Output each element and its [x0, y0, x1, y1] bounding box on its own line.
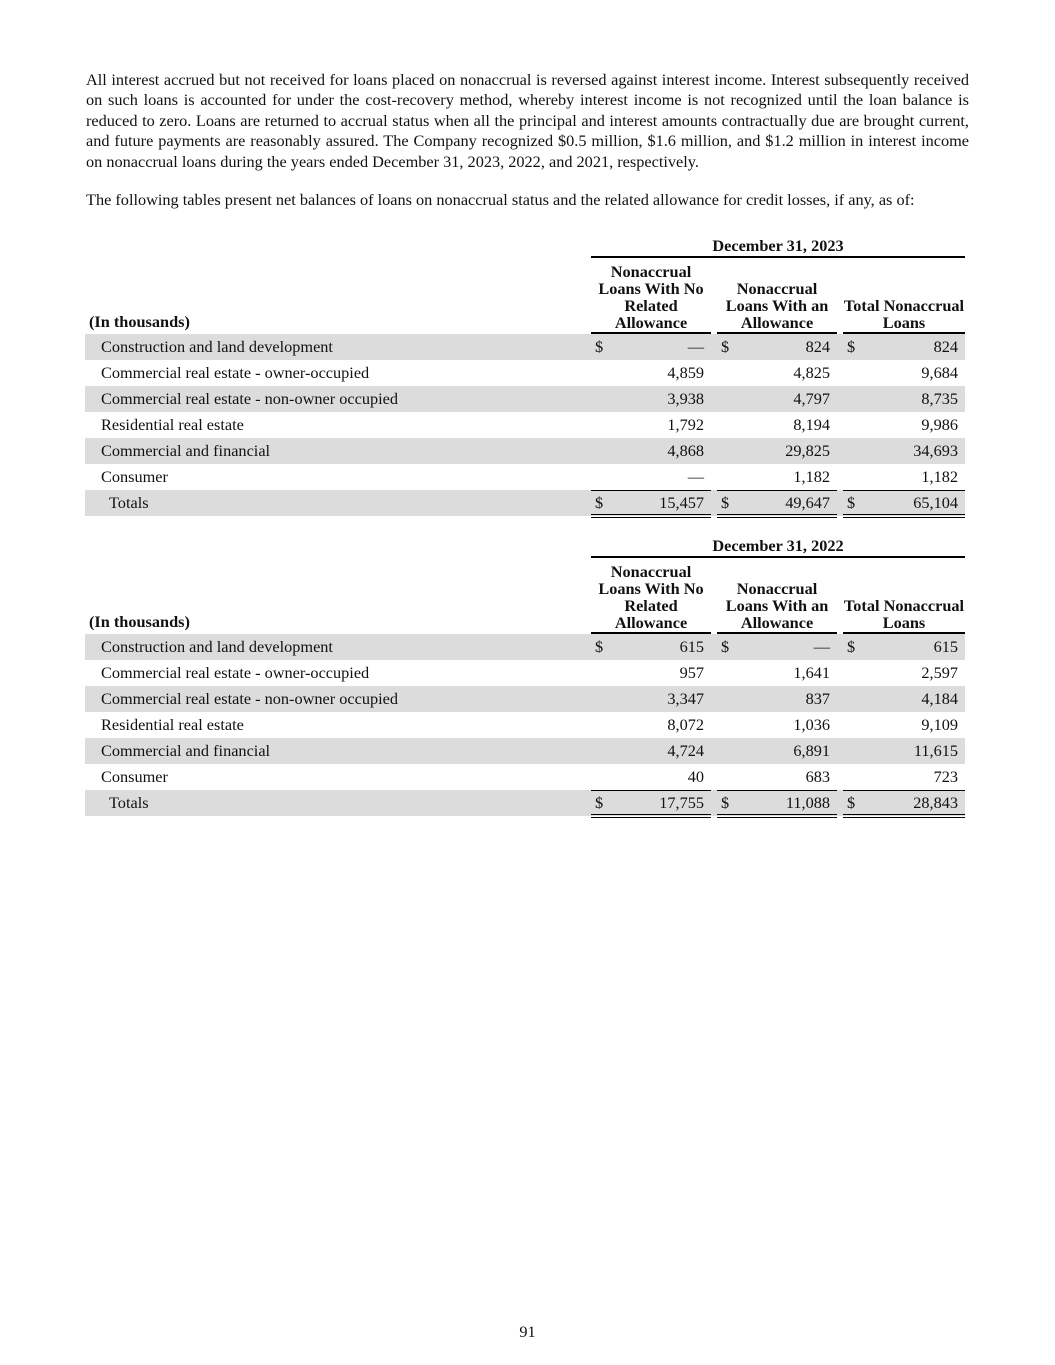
column-header: Total Nonaccrual Loans [843, 296, 965, 332]
cell-value: 683 [805, 767, 830, 786]
currency-symbol: $ [847, 793, 856, 812]
cell-value: 4,859 [667, 363, 704, 382]
value-cell [717, 464, 837, 490]
nonaccrual-table-2022 [85, 536, 965, 816]
table-row [85, 386, 965, 412]
units-label: (In thousands) [89, 312, 190, 331]
cell-value: 4,868 [667, 441, 704, 460]
tables-intro-paragraph: The following tables present net balances of loans on nonaccrual status and the related allowance for credit losses, if any, as of: [86, 190, 915, 209]
value-cell [717, 334, 837, 360]
row-label: Commercial real estate - owner-occupied [101, 663, 370, 682]
page-number: 91 [519, 1322, 536, 1341]
cell-value: 1,182 [793, 467, 830, 486]
total-value: 65,104 [913, 493, 958, 512]
currency-symbol: $ [721, 337, 730, 356]
value-cell [717, 686, 837, 712]
row-label: Commercial and financial [101, 741, 271, 760]
column-header: Nonaccrual Loans With No Related Allowance [591, 563, 711, 634]
cell-value: 4,825 [793, 363, 830, 382]
table-row [85, 464, 965, 490]
value-cell [591, 386, 711, 412]
cell-value: 8,194 [793, 415, 830, 434]
value-cell [843, 386, 965, 412]
currency-symbol: $ [721, 637, 730, 656]
cell-value: 1,182 [921, 467, 958, 486]
value-cell [843, 412, 965, 438]
cell-value: 8,735 [921, 389, 958, 408]
column-header: Total Nonaccrual Loans [843, 596, 965, 632]
cell-value: 2,597 [921, 663, 958, 682]
totals-label: Totals [109, 493, 149, 512]
date-header: December 31, 2023 [591, 236, 965, 258]
row-label: Commercial and financial [101, 441, 271, 460]
totals-label: Totals [109, 793, 149, 812]
value-cell [591, 360, 711, 386]
cell-value: 9,684 [921, 363, 958, 382]
column-header-row [85, 258, 965, 334]
cell-value: 824 [933, 337, 958, 356]
cell-value: 4,184 [921, 689, 958, 708]
currency-symbol: $ [595, 337, 604, 356]
value-cell [843, 634, 965, 660]
table-row [85, 686, 965, 712]
currency-symbol: $ [847, 493, 856, 512]
date-header: December 31, 2022 [591, 536, 965, 558]
total-cell [591, 490, 711, 518]
total-value: 28,843 [913, 793, 958, 812]
cell-value: 40 [687, 767, 704, 786]
value-cell [591, 334, 711, 360]
value-cell [843, 464, 965, 490]
totals-row [85, 790, 965, 816]
currency-symbol: $ [847, 637, 856, 656]
column-header-row [85, 558, 965, 634]
value-cell [843, 764, 965, 790]
value-cell [843, 660, 965, 686]
cell-value: — [813, 637, 830, 656]
value-cell [717, 412, 837, 438]
value-cell [843, 334, 965, 360]
date-header-row [85, 536, 965, 558]
column-header: Nonaccrual Loans With No Related Allowance [591, 263, 711, 334]
value-cell [843, 738, 965, 764]
cell-value: 4,724 [667, 741, 704, 760]
row-label: Residential real estate [101, 715, 244, 734]
column-header: Nonaccrual Loans With an Allowance [717, 580, 837, 634]
value-cell [591, 738, 711, 764]
row-label: Construction and land development [101, 337, 333, 356]
row-label: Commercial real estate - owner-occupied [101, 363, 370, 382]
total-cell [591, 790, 711, 818]
cell-value: 1,036 [793, 715, 830, 734]
cell-value: — [687, 467, 704, 486]
table-row [85, 712, 965, 738]
total-cell [843, 490, 965, 518]
value-cell [843, 360, 965, 386]
cell-value: 615 [679, 637, 704, 656]
value-cell [843, 712, 965, 738]
cell-value: — [687, 337, 704, 356]
table-row [85, 660, 965, 686]
currency-symbol: $ [595, 637, 604, 656]
total-value: 49,647 [785, 493, 830, 512]
currency-symbol: $ [721, 493, 730, 512]
currency-symbol: $ [847, 337, 856, 356]
value-cell [591, 686, 711, 712]
total-cell [843, 790, 965, 818]
value-cell [591, 464, 711, 490]
cell-value: 957 [679, 663, 704, 682]
value-cell [591, 712, 711, 738]
total-value: 15,457 [659, 493, 704, 512]
cell-value: 34,693 [913, 441, 958, 460]
totals-row [85, 490, 965, 516]
cell-value: 3,938 [667, 389, 704, 408]
value-cell [591, 634, 711, 660]
cell-value: 6,891 [793, 741, 830, 760]
table-row [85, 360, 965, 386]
cell-value: 615 [933, 637, 958, 656]
table-row [85, 738, 965, 764]
value-cell [717, 634, 837, 660]
row-label: Residential real estate [101, 415, 244, 434]
row-label: Commercial real estate - non-owner occupied [101, 389, 399, 408]
interest-income-paragraph: All interest accrued but not received for loans placed on nonaccrual is reversed against interest income. Interest subsequently received on such loans is accounted for under the cost-recovery method, whereby interest income is not recognized until the loan balance is reduced to zero. Loans are returned to accrual status when all the principal and interest amounts contractually due are brought current, and future payments are reasonably assured. The Company recognized $0.5 million, $1.6 million, and $1.2 million in interest income on nonaccrual loans during the years ended December 31, 2023, 2022, and 2021, respectively. [86, 70, 969, 171]
total-value: 17,755 [659, 793, 704, 812]
value-cell [717, 712, 837, 738]
value-cell [591, 412, 711, 438]
value-cell [717, 764, 837, 790]
row-label: Consumer [101, 467, 168, 486]
cell-value: 837 [805, 689, 830, 708]
value-cell [843, 438, 965, 464]
value-cell [591, 438, 711, 464]
table-row [85, 634, 965, 660]
cell-value: 824 [805, 337, 830, 356]
cell-value: 29,825 [785, 441, 830, 460]
cell-value: 9,109 [921, 715, 958, 734]
value-cell [843, 686, 965, 712]
table-row [85, 412, 965, 438]
row-label: Consumer [101, 767, 168, 786]
row-label: Construction and land development [101, 637, 333, 656]
table-row [85, 764, 965, 790]
value-cell [717, 438, 837, 464]
cell-value: 11,615 [913, 741, 958, 760]
cell-value: 1,792 [667, 415, 704, 434]
nonaccrual-table-2023 [85, 236, 965, 516]
total-cell [717, 490, 837, 518]
value-cell [717, 660, 837, 686]
value-cell [717, 360, 837, 386]
row-label: Commercial real estate - non-owner occupied [101, 689, 399, 708]
table-row [85, 334, 965, 360]
currency-symbol: $ [721, 793, 730, 812]
currency-symbol: $ [595, 493, 604, 512]
cell-value: 8,072 [667, 715, 704, 734]
total-cell [717, 790, 837, 818]
table-row [85, 438, 965, 464]
cell-value: 4,797 [793, 389, 830, 408]
value-cell [591, 764, 711, 790]
value-cell [591, 660, 711, 686]
cell-value: 723 [933, 767, 958, 786]
total-value: 11,088 [785, 793, 830, 812]
value-cell [717, 738, 837, 764]
cell-value: 1,641 [793, 663, 830, 682]
column-header: Nonaccrual Loans With an Allowance [717, 280, 837, 334]
units-label: (In thousands) [89, 612, 190, 631]
cell-value: 9,986 [921, 415, 958, 434]
date-header-row [85, 236, 965, 258]
cell-value: 3,347 [667, 689, 704, 708]
currency-symbol: $ [595, 793, 604, 812]
value-cell [717, 386, 837, 412]
